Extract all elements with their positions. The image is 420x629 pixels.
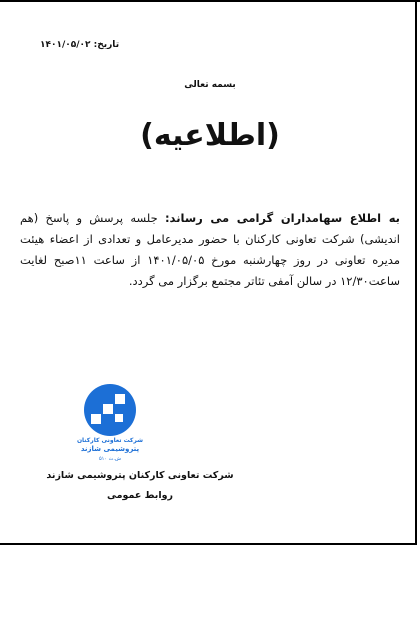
bottom-border <box>0 543 417 545</box>
notice-title: (اطلاعیه) <box>140 118 280 153</box>
department-name: روابط عمومی <box>107 490 173 501</box>
logo-text-line2: پتروشیمی شازند <box>80 445 140 453</box>
logo-text-line1: شرکت تعاونی کارکنان <box>76 437 144 444</box>
body-text: جلسه پرسش و پاسخ (هم اندیشی) شرکت تعاونی کارکنان با حضور مدیرعامل و تعدادی از اعضاء هیئت مدیره تعاونی در روز چهارشنبه مورخ ۱۴۰۱/۰۵/۰۵ از ساعت ۱۱صبح لغایت ساعت۱۲/۳۰ در سالن آمفی تئاتر مجتمع برگزار می گردد. <box>20 211 400 288</box>
body-lead: به اطلاع سهامداران گرامی می رساند: <box>164 211 400 225</box>
logo-text-line3: ش.ث ۵۱۰ <box>98 456 122 462</box>
company-logo-icon <box>75 380 145 470</box>
date-label: تاریخ: ۱۴۰۱/۰۵/۰۲ <box>40 40 120 50</box>
notice-body <box>20 208 400 292</box>
company-name: شرکت تعاونی کارکنان پتروشیمی شازند <box>46 470 234 481</box>
top-border <box>0 0 420 2</box>
basmala: بسمه تعالی <box>184 80 236 90</box>
